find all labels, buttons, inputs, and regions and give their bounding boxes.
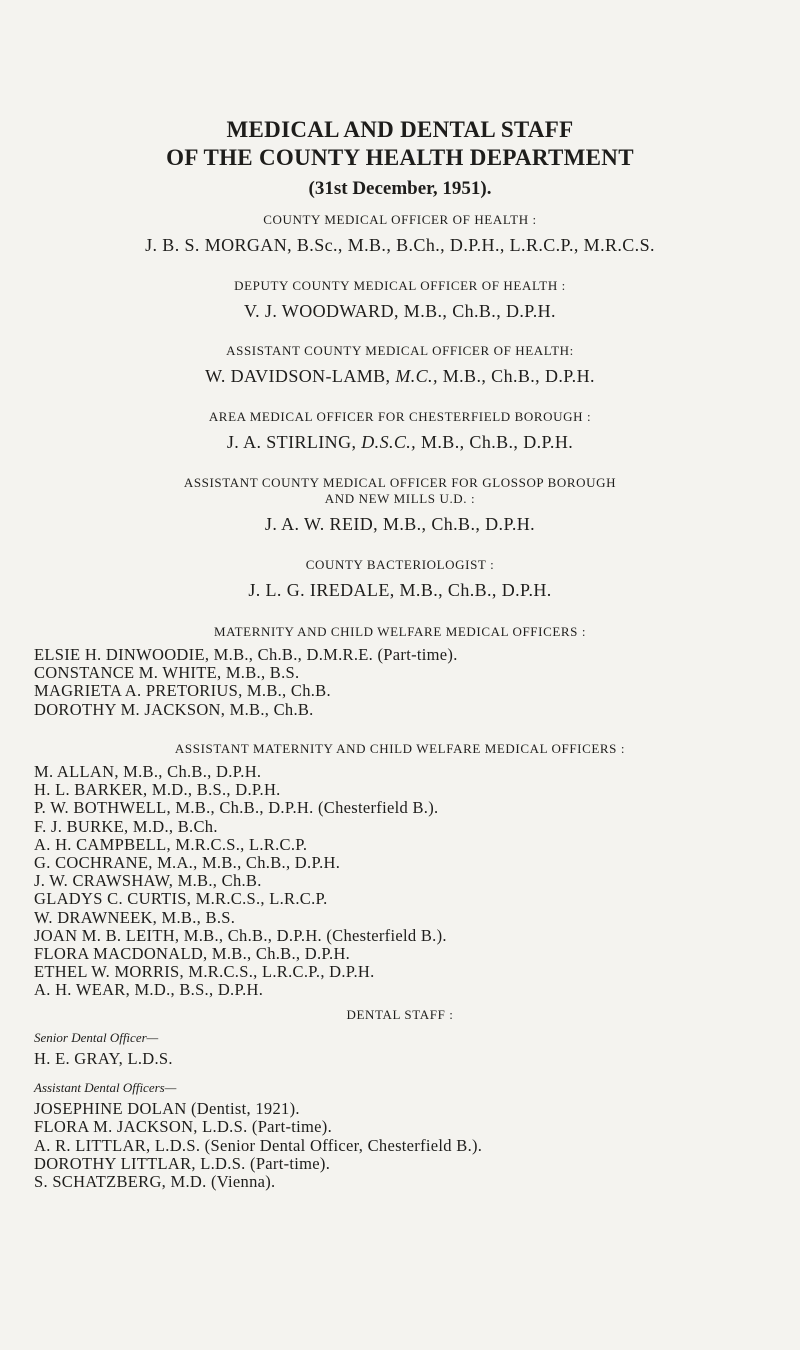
officer-name [0,365,800,387]
section-heading: ASSISTANT COUNTY MEDICAL OFFICER OF HEALTH: [226,343,574,358]
officer-list [34,646,800,719]
section-heading: AREA MEDICAL OFFICER FOR CHESTERFIELD BOROUGH : [208,409,592,424]
officer-name: J. A. W. REID, M.B., Ch.B., D.P.H. [264,514,536,534]
name-part: M.B., Ch.B., D.P.H. [421,432,574,452]
section-heading-2: AND NEW MILLS U.D. : [324,491,476,506]
list-item: J. W. CRAWSHAW, M.B., Ch.B. [34,871,262,891]
name-part: W. DAVIDSON-LAMB, [205,366,391,386]
section-heading: MATERNITY AND CHILD WELFARE MEDICAL OFFICERS : [213,624,587,639]
list-item: W. DRAWNEEK, M.B., B.S. [34,907,236,927]
list-item: H. L. BARKER, M.D., B.S., D.P.H. [34,780,281,800]
name-part: M.B., Ch.B., D.P.H. [442,366,595,386]
officer-name [0,431,800,453]
section-glossop [0,475,800,535]
list-item: GLADYS C. CURTIS, M.R.C.S., L.R.C.P. [34,889,328,909]
list-item: ELSIE H. DINWOODIE, M.B., Ch.B., D.M.R.E. (Part-time). [34,645,458,664]
list-item: MAGRIETA A. PRETORIUS, M.B., Ch.B. [34,681,331,701]
list-item: FLORA MACDONALD, M.B., Ch.B., D.P.H. [34,944,351,964]
section-deputy-moh [0,278,800,322]
list-item: JOAN M. B. LEITH, M.B., Ch.B., D.P.H. (Chesterfield B.). [34,925,447,945]
list-item: FLORA M. JACKSON, L.D.S. (Part-time). [34,1117,333,1137]
list-item: DOROTHY M. JACKSON, M.B., Ch.B. [34,699,314,719]
list-item: S. SCHATZBERG, M.D. (Vienna). [34,1172,276,1192]
officer-list [34,763,800,1000]
section-heading: DENTAL STAFF : [346,1007,454,1022]
list-item: DOROTHY LITTLAR, L.D.S. (Part-time). [34,1153,331,1173]
list-item: JOSEPHINE DOLAN (Dentist, 1921). [34,1099,300,1119]
list-item: ETHEL W. MORRIS, M.R.C.S., L.R.C.P., D.P.H. [34,962,375,982]
section-area-chesterfield [0,409,800,453]
title-line-1: MEDICAL AND DENTAL STAFF [226,117,574,142]
senior-dental-label: Senior Dental Officer— [34,1030,159,1045]
assistant-dental-list [34,1100,800,1191]
title-block [0,116,800,202]
officer-name: J. L. G. IREDALE, M.B., Ch.B., D.P.H. [248,580,552,600]
list-item: M. ALLAN, M.B., Ch.B., D.P.H. [34,762,262,781]
title-line-2: OF THE COUNTY HEALTH DEPARTMENT [166,145,634,170]
assistant-dental-label: Assistant Dental Officers— [34,1080,177,1096]
section-mcw-officers [0,624,800,719]
section-heading-1: ASSISTANT COUNTY MEDICAL OFFICER FOR GLOSSOP BOROUGH [183,475,617,490]
list-item: G. COCHRANE, M.A., M.B., Ch.B., D.P.H. [34,853,341,873]
senior-dental-list [34,1050,800,1068]
award: M.C., [395,366,438,386]
section-heading: COUNTY BACTERIOLOGIST : [305,557,495,572]
list-item: H. E. GRAY, L.D.S. [34,1049,173,1068]
name-part: J. A. STIRLING, [226,432,357,452]
section-heading: COUNTY MEDICAL OFFICER OF HEALTH : [263,212,537,227]
officer-name: V. J. WOODWARD, M.B., Ch.B., D.P.H. [244,301,556,321]
section-assistant-mcw-officers [0,741,800,1000]
list-item: F. J. BURKE, M.D., B.Ch. [34,816,218,836]
officer-name: J. B. S. MORGAN, B.Sc., M.B., B.Ch., D.P.H., L.R.C.P., M.R.C.S. [145,235,655,255]
section-dental-staff [0,1007,800,1191]
list-item: A. H. WEAR, M.D., B.S., D.P.H. [34,980,264,1000]
award: D.S.C., [361,432,417,452]
list-item: A. R. LITTLAR, L.D.S. (Senior Dental Officer, Chesterfield B.). [34,1135,483,1155]
section-heading: ASSISTANT MATERNITY AND CHILD WELFARE MEDICAL OFFICERS : [174,741,626,756]
list-item: P. W. BOTHWELL, M.B., Ch.B., D.P.H. (Chesterfield B.). [34,798,439,818]
list-item: CONSTANCE M. WHITE, M.B., B.S. [34,663,300,683]
section-bacteriologist [0,557,800,601]
section-heading: DEPUTY COUNTY MEDICAL OFFICER OF HEALTH : [234,278,566,293]
title-date: (31st December, 1951). [308,178,492,199]
section-assistant-moh [0,343,800,387]
section-county-moh [0,212,800,256]
list-item: A. H. CAMPBELL, M.R.C.S., L.R.C.P. [34,834,308,854]
